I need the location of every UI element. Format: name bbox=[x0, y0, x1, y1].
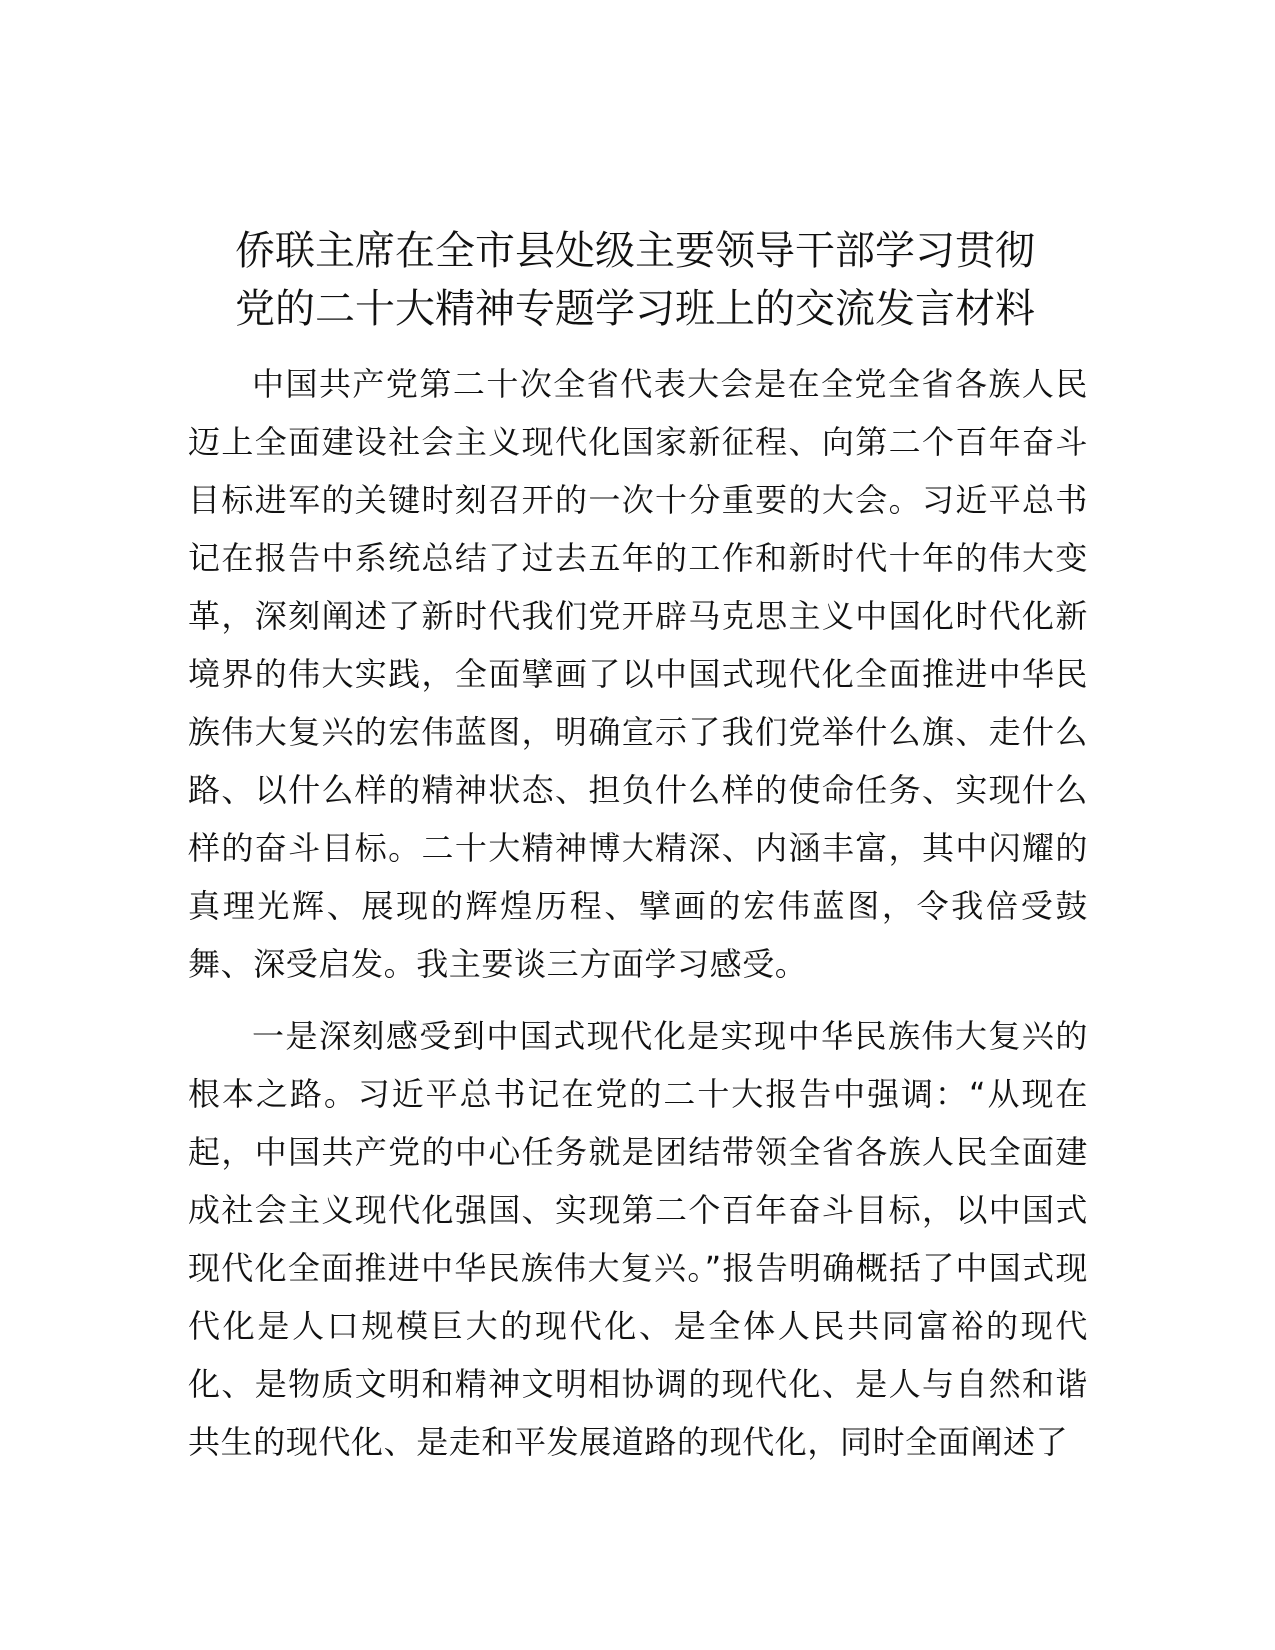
paragraph-point-one: 一是深刻感受到中国式现代化是实现中华民族伟大复兴的根本之路。习近平总书记在党的二十大报告中强调：“从现在起，中国共产党的中心任务就是团结带领全省各族人民全面建成社会主义现代化强国、实现第二个百年奋斗目标，以中国式现代化全面推进中华民族伟大复兴。”报告明确概括了中国式现代化是人口规模巨大的现代化、是全体人民共同富裕的现代化、是物质文明和精神文明相协调的现代化、是人与自然和谐共生的现代化、是走和平发展道路的现代化，同时全面阐述了 bbox=[188, 1017, 1088, 1461]
paragraph-intro: 中国共产党第二十次全省代表大会是在全党全省各族人民迈上全面建设社会主义现代化国家新征程、向第二个百年奋斗目标进军的关键时刻召开的一次十分重要的大会。习近平总书记在报告中系统总结了过去五年的工作和新时代十年的伟大变革，深刻阐述了新时代我们党开辟马克思主义中国化时代化新境界的伟大实践，全面擘画了以中国式现代化全面推进中华民族伟大复兴的宏伟蓝图，明确宣示了我们党举什么旗、走什么路、以什么样的精神状态、担负什么样的使命任务、实现什么样的奋斗目标。二十大精神博大精深、内涵丰富，其中闪耀的真理光辉、展现的辉煌历程、擘画的宏伟蓝图，令我倍受鼓舞、深受启发。我主要谈三方面学习感受。 bbox=[188, 365, 1088, 983]
document-body bbox=[188, 355, 1088, 1485]
title-line-1: 侨联主席在全市县处级主要领导干部学习贯彻 bbox=[235, 228, 1035, 274]
title-line-2: 党的二十大精神专题学习班上的交流发言材料 bbox=[235, 286, 1035, 332]
document-title bbox=[180, 222, 1090, 338]
